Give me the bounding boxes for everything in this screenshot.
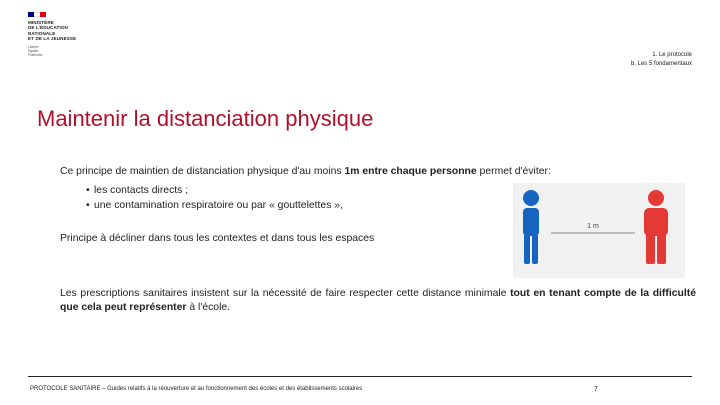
distancing-illustration bbox=[513, 183, 685, 278]
intro-paragraph bbox=[60, 166, 551, 177]
footer-divider bbox=[28, 376, 692, 377]
logo-motto: Liberté bbox=[28, 44, 39, 49]
french-flag-icon bbox=[28, 12, 46, 17]
page-title: Maintenir la distanciation physique bbox=[37, 106, 374, 131]
person-left-icon bbox=[523, 190, 539, 264]
person-right-icon bbox=[644, 190, 668, 264]
intro-bold: 1m entre chaque personne bbox=[344, 166, 477, 177]
prescriptions-paragraph bbox=[60, 287, 696, 315]
section-ref-line1: 1. Le protocole bbox=[652, 52, 692, 58]
section-ref-line2: b. Les 5 fondamentaux bbox=[630, 61, 692, 67]
logo-line: MINISTÈRE bbox=[28, 20, 54, 25]
ministry-logo bbox=[28, 12, 98, 57]
prescriptions-bold: tout en tenant compte de la difficulté que cela peut représenter bbox=[60, 288, 696, 313]
principle-text: Principe à décliner dans tous les contextes et dans tous les espaces bbox=[60, 233, 375, 244]
logo-line: DE L'ÉDUCATION bbox=[28, 25, 68, 31]
list-item: • une contamination respiratoire ou par « gouttelettes », bbox=[86, 199, 343, 214]
prescriptions-text: Les prescriptions sanitaires insistent sur la nécessité de faire respecter cette distance minimale bbox=[60, 288, 511, 299]
distancing-figure bbox=[513, 183, 685, 278]
section-reference bbox=[631, 51, 692, 69]
page-number: 7 bbox=[594, 386, 598, 393]
prescriptions-text-end: à l'école. bbox=[186, 302, 231, 313]
list-item: • les contacts directs ; bbox=[86, 184, 343, 199]
logo-motto: Égalité bbox=[28, 48, 39, 53]
logo-line: NATIONALE bbox=[28, 30, 56, 36]
distance-label: 1 m bbox=[587, 223, 599, 230]
bullet-list bbox=[86, 184, 343, 213]
logo-line: ET DE LA JEUNESSE bbox=[28, 36, 77, 42]
logo-motto: Fraternité bbox=[28, 53, 43, 58]
footer-text: PROTOCOLE SANITAIRE – Guides relatifs à la réouverture et au fonctionnement des écoles et des établissements scolaires bbox=[30, 386, 363, 392]
intro-text: Ce principe de maintien de distanciation physique d'au moins bbox=[60, 166, 345, 177]
intro-text-end: permet d'éviter: bbox=[476, 166, 551, 177]
